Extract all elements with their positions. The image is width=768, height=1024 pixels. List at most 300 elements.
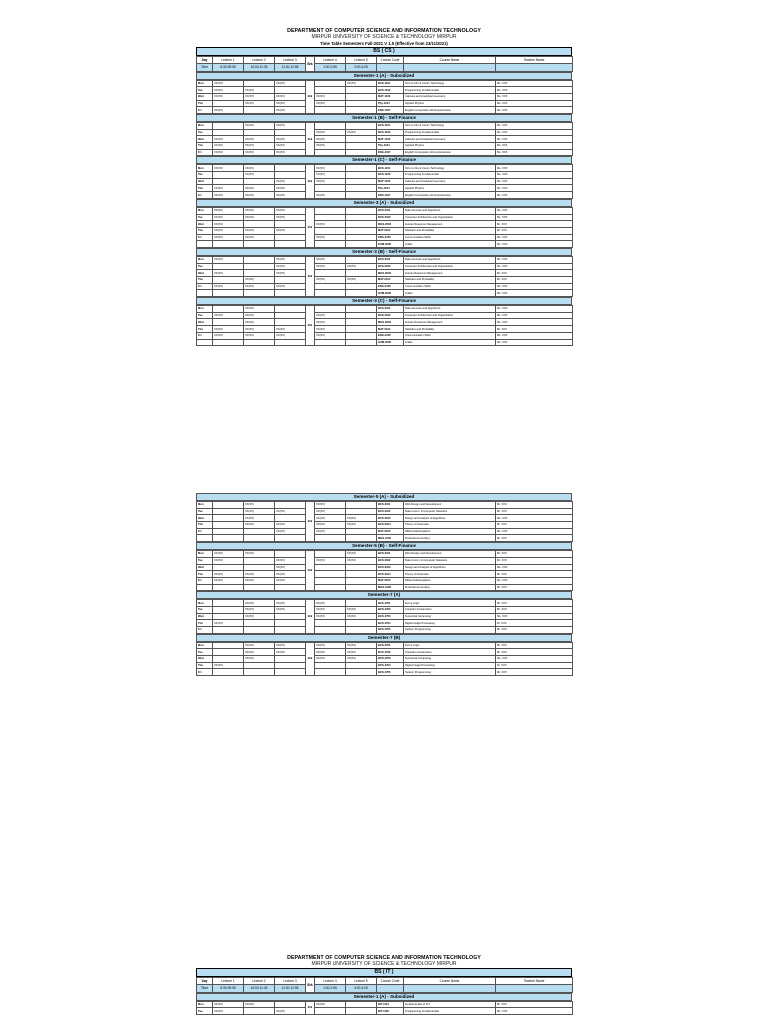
table-row [197,600,573,607]
day-cell [197,290,213,297]
day-cell: Wed [197,515,213,522]
semester-title: Semester-3 (C) - Self-Finance [196,297,572,305]
lecture-3-cell: XX(XX) [275,149,306,156]
lecture-4-cell: XX(XX) [315,326,346,333]
header-lecture-5: Lecture 5 [346,56,377,64]
break-cell: Brk [306,122,315,155]
table-row [197,508,573,515]
semester-title: Semester-5 (B) - Self-Finance [196,542,572,550]
lecture-1-cell: XX(XX) [213,283,244,290]
semester-title: Semester-1 (A) - Subsidized [196,72,572,80]
lecture-2-cell [244,263,275,270]
table-row [197,515,573,522]
university-title: MIRPUR UNIVERSITY OF SCIENCE & TECHNOLOGY MIRPUR [311,33,457,40]
course-code-cell: BIT-1101 [377,1001,404,1008]
lecture-1-cell: XX(XX) [213,557,244,564]
lecture-1-cell [213,584,244,591]
lecture-1-cell [213,600,244,607]
lecture-3-cell: XX(XX) [275,642,306,649]
lecture-5-cell [346,528,377,535]
lecture-2-cell: XX(XX) [244,642,275,649]
table-row [197,669,573,676]
day-cell: Wed [197,319,213,326]
course-code-cell: ENG-1107 [377,192,404,199]
table-row [197,172,573,179]
table-row [197,339,573,346]
day-cell [197,339,213,346]
break-cell: Brk [306,306,315,346]
day-cell: Thu [197,277,213,284]
lecture-3-cell: XX(XX) [275,178,306,185]
course-code-cell: BCS-1101 [377,80,404,87]
lecture-4-cell: XX(XX) [315,165,346,172]
lecture-5-cell [346,207,377,214]
lecture-3-cell: XX(XX) [275,577,306,584]
lecture-1-cell [213,627,244,634]
page1-sections [196,72,572,347]
lecture-1-cell: XX(XX) [213,662,244,669]
table-row [197,332,573,339]
lecture-2-cell: XX(XX) [244,613,275,620]
lecture-1-cell [213,277,244,284]
time-slot-3: 11:30-12:55 [275,985,306,993]
course-name-cell: Communication Skills [404,234,496,241]
break-cell: Brk [306,502,315,542]
lecture-5-cell [346,136,377,143]
lecture-1-cell: XX(XX) [213,93,244,100]
column-header-row [197,977,573,985]
day-cell: Wed [197,93,213,100]
lecture-2-cell: XX(XX) [244,136,275,143]
header-table [196,977,573,993]
semester-table [196,501,573,542]
lecture-4-cell: XX(XX) [315,515,346,522]
lecture-1-cell: XX(XX) [213,136,244,143]
course-name-cell: Intro to Info & Comm Technology [404,165,496,172]
teacher-name-cell: Mr. XXX [496,227,573,234]
table-row [197,577,573,584]
lecture-5-cell [346,234,377,241]
lecture-5-cell [346,332,377,339]
department-title: DEPARTMENT OF COMPUTER SCIENCE AND INFORMATION TECHNOLOGY [287,955,481,961]
course-code-cell: BCS-4701 [377,642,404,649]
day-cell: Wed [197,270,213,277]
teacher-name-cell: Ms. XXX [496,577,573,584]
lecture-1-cell [213,263,244,270]
lecture-5-cell [346,107,377,114]
course-code-cell: BCS-1102 [377,87,404,94]
lecture-4-cell [315,306,346,313]
lecture-3-cell [275,627,306,634]
course-name-cell: Statistics and Probability [404,277,496,284]
lecture-4-cell: XX(XX) [315,93,346,100]
lecture-4-cell [315,227,346,234]
time-label: Time [197,985,213,993]
teacher-name-cell: Ms. XXX [496,192,573,199]
lecture-3-cell: XX(XX) [275,256,306,263]
table-row [197,143,573,150]
lecture-3-cell: XX(XX) [275,522,306,529]
course-code-cell: BCS-4705 [377,669,404,676]
table-row [197,136,573,143]
break-cell: Brk [306,80,315,113]
lecture-5-cell [346,312,377,319]
lecture-3-cell [275,165,306,172]
course-code-cell: BCS-4705 [377,627,404,634]
lecture-5-cell [346,178,377,185]
lecture-3-cell: XX(XX) [275,263,306,270]
lecture-1-cell [213,508,244,515]
lecture-2-cell: XX(XX) [244,577,275,584]
lecture-2-cell: XX(XX) [244,319,275,326]
lecture-5-cell: XX(XX) [346,606,377,613]
lecture-2-cell: XX(XX) [244,100,275,107]
lecture-4-cell: XX(XX) [315,136,346,143]
table-row [197,221,573,228]
lecture-5-cell [346,669,377,676]
lecture-4-cell: XX(XX) [315,613,346,620]
time-slot-1: 8:30-09:55 [213,985,244,993]
teacher-name-cell: Ms. XXX [496,528,573,535]
lecture-5-cell [346,87,377,94]
lecture-4-cell [315,627,346,634]
lecture-4-cell: XX(XX) [315,256,346,263]
lecture-4-cell [315,80,346,87]
day-cell: Tue [197,172,213,179]
timetable-page-1 [196,29,572,346]
course-code-cell: BCS-1101 [377,165,404,172]
teacher-name-cell: Ms. XXX [496,143,573,150]
semester-title: Semester-1 (A) - Subsidized [196,993,572,1001]
course-code-cell: MAT-1103 [377,178,404,185]
table-row [197,214,573,221]
course-name-cell: Computer Architecture and Organization [404,312,496,319]
lecture-4-cell: XX(XX) [315,528,346,535]
teacher-name-cell: Ms. XXX [496,214,573,221]
lecture-3-cell [275,87,306,94]
course-name-cell: Programming Fundamentals [404,1008,496,1015]
lecture-3-cell: XX(XX) [275,93,306,100]
course-code-cell: HUM-2006 [377,241,404,248]
lecture-1-cell: XX(XX) [213,192,244,199]
teacher-name-cell: Mr. XXX [496,508,573,515]
teacher-name-cell: Ms. XXX [496,149,573,156]
lecture-2-cell [244,669,275,676]
lecture-2-cell [244,107,275,114]
course-code-cell: MGS-2003 [377,270,404,277]
course-code-cell: Phy-1104 [377,100,404,107]
lecture-5-cell [346,93,377,100]
lecture-1-cell [213,502,244,509]
lecture-3-cell [275,172,306,179]
lecture-3-cell: XX(XX) [275,508,306,515]
semester-title: Semester-1 (B) - Self-Finance [196,114,572,122]
lecture-1-cell: XX(XX) [213,165,244,172]
header-lecture-5: Lecture 5 [346,977,377,985]
teacher-name-cell: Mr. XXX [496,1001,573,1008]
header-lecture-1: Lecture 1 [213,56,244,64]
lecture-2-cell: XX(XX) [244,149,275,156]
lecture-4-cell: XX(XX) [315,600,346,607]
teacher-name-cell: Mr. XXX [496,270,573,277]
time-slot-4: 1:30-2:55 [315,985,346,993]
lecture-5-cell [346,185,377,192]
lecture-4-cell: XX(XX) [315,178,346,185]
lecture-2-cell: XX(XX) [244,283,275,290]
page1-header [196,29,572,47]
course-code-cell: BCS-2101 [377,207,404,214]
day-cell: Mon [197,207,213,214]
lecture-2-cell: XX(XX) [244,649,275,656]
table-row [197,283,573,290]
course-name-cell: Communication Skills [404,283,496,290]
page3-header [196,956,572,968]
lecture-1-cell [213,522,244,529]
teacher-name-cell: Ms. XXX [496,290,573,297]
teacher-name-cell: Dr. XXX [496,620,573,627]
lecture-5-cell [346,241,377,248]
teacher-name-cell: Mr. XXX [496,277,573,284]
lecture-1-cell [213,290,244,297]
teacher-name-cell: Ms. XXX [496,319,573,326]
day-cell: Wed [197,178,213,185]
table-row [197,149,573,156]
day-cell: Wed [197,656,213,663]
course-name-cell: Computer Architecture and Organization [404,263,496,270]
day-cell: Tue [197,129,213,136]
lecture-3-cell: XX(XX) [275,326,306,333]
lecture-3-cell [275,312,306,319]
lecture-3-cell: XX(XX) [275,122,306,129]
lecture-1-cell: XX(XX) [213,207,244,214]
lecture-3-cell [275,339,306,346]
table-row [197,270,573,277]
lecture-4-cell [315,535,346,542]
course-name-cell: Web Design and Development [404,551,496,558]
day-cell: Mon [197,256,213,263]
lecture-3-cell [275,662,306,669]
table-row [197,326,573,333]
course-code-cell: BCS-1102 [377,172,404,179]
day-cell: Thu [197,571,213,578]
lecture-3-cell [275,551,306,558]
day-cell: Fri [197,577,213,584]
course-code-cell: BCS-4703 [377,656,404,663]
semester-table [196,642,573,676]
lecture-1-cell: XX(XX) [213,149,244,156]
time-slot-5: 3:00-4:25 [346,64,377,72]
day-cell: Wed [197,564,213,571]
day-cell: Tue [197,1008,213,1015]
day-cell: Mon [197,642,213,649]
time-empty [404,64,496,72]
course-name-cell: Programming Fundamentals [404,129,496,136]
time-empty [404,985,496,993]
lecture-4-cell [315,149,346,156]
lecture-2-cell [244,620,275,627]
course-code-cell: BIT-1102 [377,1008,404,1015]
lecture-5-cell [346,221,377,228]
semester-table [196,550,573,591]
lecture-2-cell [244,129,275,136]
course-code-cell: BCS-3104 [377,571,404,578]
table-row [197,178,573,185]
lecture-3-cell [275,234,306,241]
lecture-2-cell: XX(XX) [244,143,275,150]
lecture-2-cell [244,627,275,634]
course-name-cell: Statistics and Probability [404,227,496,234]
table-row [197,571,573,578]
lecture-3-cell [275,290,306,297]
teacher-name-cell: Ms. XXX [496,656,573,663]
table-row [197,662,573,669]
lecture-5-cell [346,122,377,129]
day-cell: Mon [197,1001,213,1008]
time-row [197,985,573,993]
time-slot-1: 8:30-09:55 [213,64,244,72]
lecture-2-cell [244,290,275,297]
table-row [197,557,573,564]
course-name-cell: Human Resource Management [404,319,496,326]
lecture-2-cell: XX(XX) [244,122,275,129]
lecture-3-cell: XX(XX) [275,214,306,221]
lecture-2-cell [244,80,275,87]
header-course-code: Course Code [377,977,404,985]
course-code-cell: BCS-3102 [377,508,404,515]
time-empty [496,64,573,72]
course-name-cell: Statistics and Probability [404,326,496,333]
course-name-cell: Computer Architecture and Organization [404,214,496,221]
teacher-name-cell: Ms. XXX [496,172,573,179]
course-name-cell: Design and Analysis of Algorithms [404,515,496,522]
lecture-3-cell: XX(XX) [275,136,306,143]
lecture-5-cell: XX(XX) [346,613,377,620]
lecture-3-cell [275,502,306,509]
lecture-2-cell: XX(XX) [244,165,275,172]
lecture-1-cell: XX(XX) [213,571,244,578]
teacher-name-cell: Mr. XXX [496,669,573,676]
teacher-name-cell: Mr. XXX [496,606,573,613]
lecture-4-cell: XX(XX) [315,502,346,509]
lecture-5-cell [346,172,377,179]
lecture-4-cell: XX(XX) [315,1001,346,1008]
course-name-cell: English Composition &Comprehension [404,107,496,114]
course-name-cell: Digital Image Processing [404,620,496,627]
course-code-cell: MAT-2104 [377,227,404,234]
teacher-name-cell: Ms. XXX [496,306,573,313]
lecture-4-cell [315,571,346,578]
teacher-name-cell: Mr. XXX [496,649,573,656]
lecture-4-cell [315,564,346,571]
lecture-5-cell: XX(XX) [346,642,377,649]
lecture-1-cell [213,642,244,649]
course-name-cell: Compiler Construction [404,606,496,613]
table-row [197,649,573,656]
course-name-cell: Arabic [404,241,496,248]
lecture-2-cell [244,564,275,571]
course-name-cell: Communication Skills [404,332,496,339]
day-cell: Tue [197,649,213,656]
day-cell: Tue [197,606,213,613]
course-name-cell: Arabic [404,290,496,297]
table-row [197,656,573,663]
day-cell: Mon [197,165,213,172]
table-row [197,564,573,571]
course-code-cell: BCS-2102 [377,214,404,221]
teacher-name-cell: Mr. XXX [496,557,573,564]
day-cell: Tue [197,508,213,515]
lecture-4-cell [315,339,346,346]
lecture-1-cell [213,178,244,185]
table-row [197,584,573,591]
lecture-4-cell [315,290,346,297]
course-code-cell: Phy-1104 [377,143,404,150]
semester-title: Semester-3 (B) - Self-Finance [196,248,572,256]
time-empty [377,985,404,993]
lecture-2-cell: XX(XX) [244,515,275,522]
teacher-name-cell: Ms. XXX [496,234,573,241]
break-column-header: Brk [306,56,315,71]
lecture-3-cell: XX(XX) [275,557,306,564]
table-row [197,627,573,634]
lecture-2-cell: XX(XX) [244,508,275,515]
course-code-cell: BCS-4702 [377,649,404,656]
course-name-cell: Theory of Automata [404,571,496,578]
course-name-cell: Numerical Computing [404,613,496,620]
lecture-3-cell: XX(XX) [275,107,306,114]
lecture-2-cell: XX(XX) [244,312,275,319]
lecture-1-cell [213,319,244,326]
lecture-5-cell [346,192,377,199]
lecture-5-cell [346,620,377,627]
lecture-5-cell [346,508,377,515]
course-name-cell: Intro to Info & Comm Technology [404,122,496,129]
lecture-1-cell [213,613,244,620]
day-cell: Thu [197,662,213,669]
lecture-5-cell [346,326,377,333]
teacher-name-cell: Ms. XXX [496,165,573,172]
lecture-4-cell: XX(XX) [315,100,346,107]
course-name-cell: Data Comm. & Computer Networks [404,508,496,515]
teacher-name-cell: Ms. XXX [496,256,573,263]
course-name-cell: Differential Equations [404,577,496,584]
course-code-cell: BCS-1101 [377,122,404,129]
lecture-4-cell [315,669,346,676]
break-cell: Brk [306,600,315,633]
day-cell: Wed [197,221,213,228]
teacher-name-cell: Dr. XXX [496,662,573,669]
program-banner: BS ( CS ) [196,47,572,56]
day-cell: Thu [197,522,213,529]
header-course-name: Course Name [404,977,496,985]
lecture-5-cell: XX(XX) [346,551,377,558]
time-slot-5: 3:00-4:25 [346,985,377,993]
lecture-3-cell [275,613,306,620]
lecture-5-cell [346,627,377,634]
semester-table [196,599,573,633]
table-row [197,107,573,114]
teacher-name-cell: Ms. XXX [496,185,573,192]
lecture-2-cell: XX(XX) [244,192,275,199]
lecture-2-cell [244,557,275,564]
table-row [197,87,573,94]
lecture-2-cell [244,241,275,248]
day-cell: Fri [197,283,213,290]
lecture-2-cell: XX(XX) [244,326,275,333]
course-name-cell: Design and Analysis of Algorithms [404,564,496,571]
teacher-name-cell: Mr. XXX [496,584,573,591]
header-lecture-3: Lecture 3 [275,977,306,985]
